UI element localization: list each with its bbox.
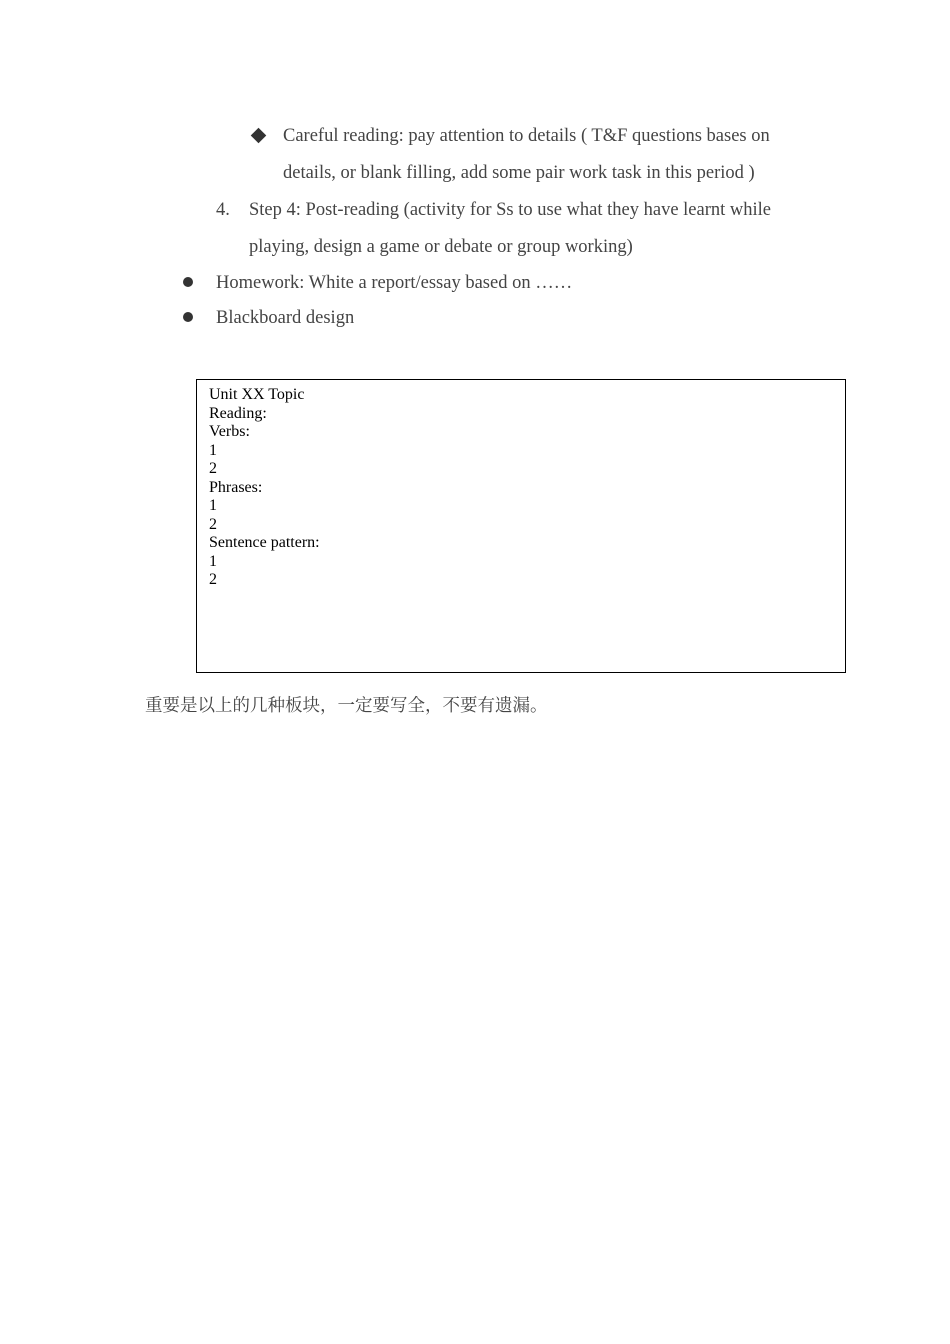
board-line: Phrases: — [209, 478, 263, 496]
blackboard-design-box — [196, 379, 846, 673]
board-line: Reading: — [209, 404, 267, 422]
board-line: Verbs: — [209, 423, 250, 440]
step-number: 4. — [216, 200, 230, 220]
board-line: 1 — [209, 552, 217, 570]
board-line: 2 — [209, 460, 217, 477]
step4-line-1: Step 4: Post-reading (activity for Ss to use what they have learnt while — [249, 200, 771, 220]
board-title: Unit XX Topic — [209, 386, 305, 403]
step4-line-2: playing, design a game or debate or group working) — [249, 237, 633, 257]
diamond-bullet-icon — [251, 128, 267, 144]
careful-reading-line-1: Careful reading: pay attention to details ( T&F questions bases on — [283, 126, 770, 146]
careful-reading-line-2: details, or blank filling, add some pair work task in this period ) — [283, 163, 755, 183]
closing-note: 重要是以上的几种板块，一定要写全，不要有遗漏。 — [145, 696, 548, 716]
board-line: 1 — [209, 497, 217, 514]
blackboard-design-item: Blackboard design — [216, 308, 355, 328]
homework-item: Homework: White a report/essay based on …… — [216, 273, 573, 293]
board-line: 2 — [209, 571, 217, 588]
board-line: 2 — [209, 515, 217, 533]
board-line: 1 — [209, 441, 217, 459]
bullet-dot-icon — [183, 312, 193, 322]
bullet-dot-icon — [183, 277, 193, 287]
board-line: Sentence pattern: — [209, 534, 320, 551]
